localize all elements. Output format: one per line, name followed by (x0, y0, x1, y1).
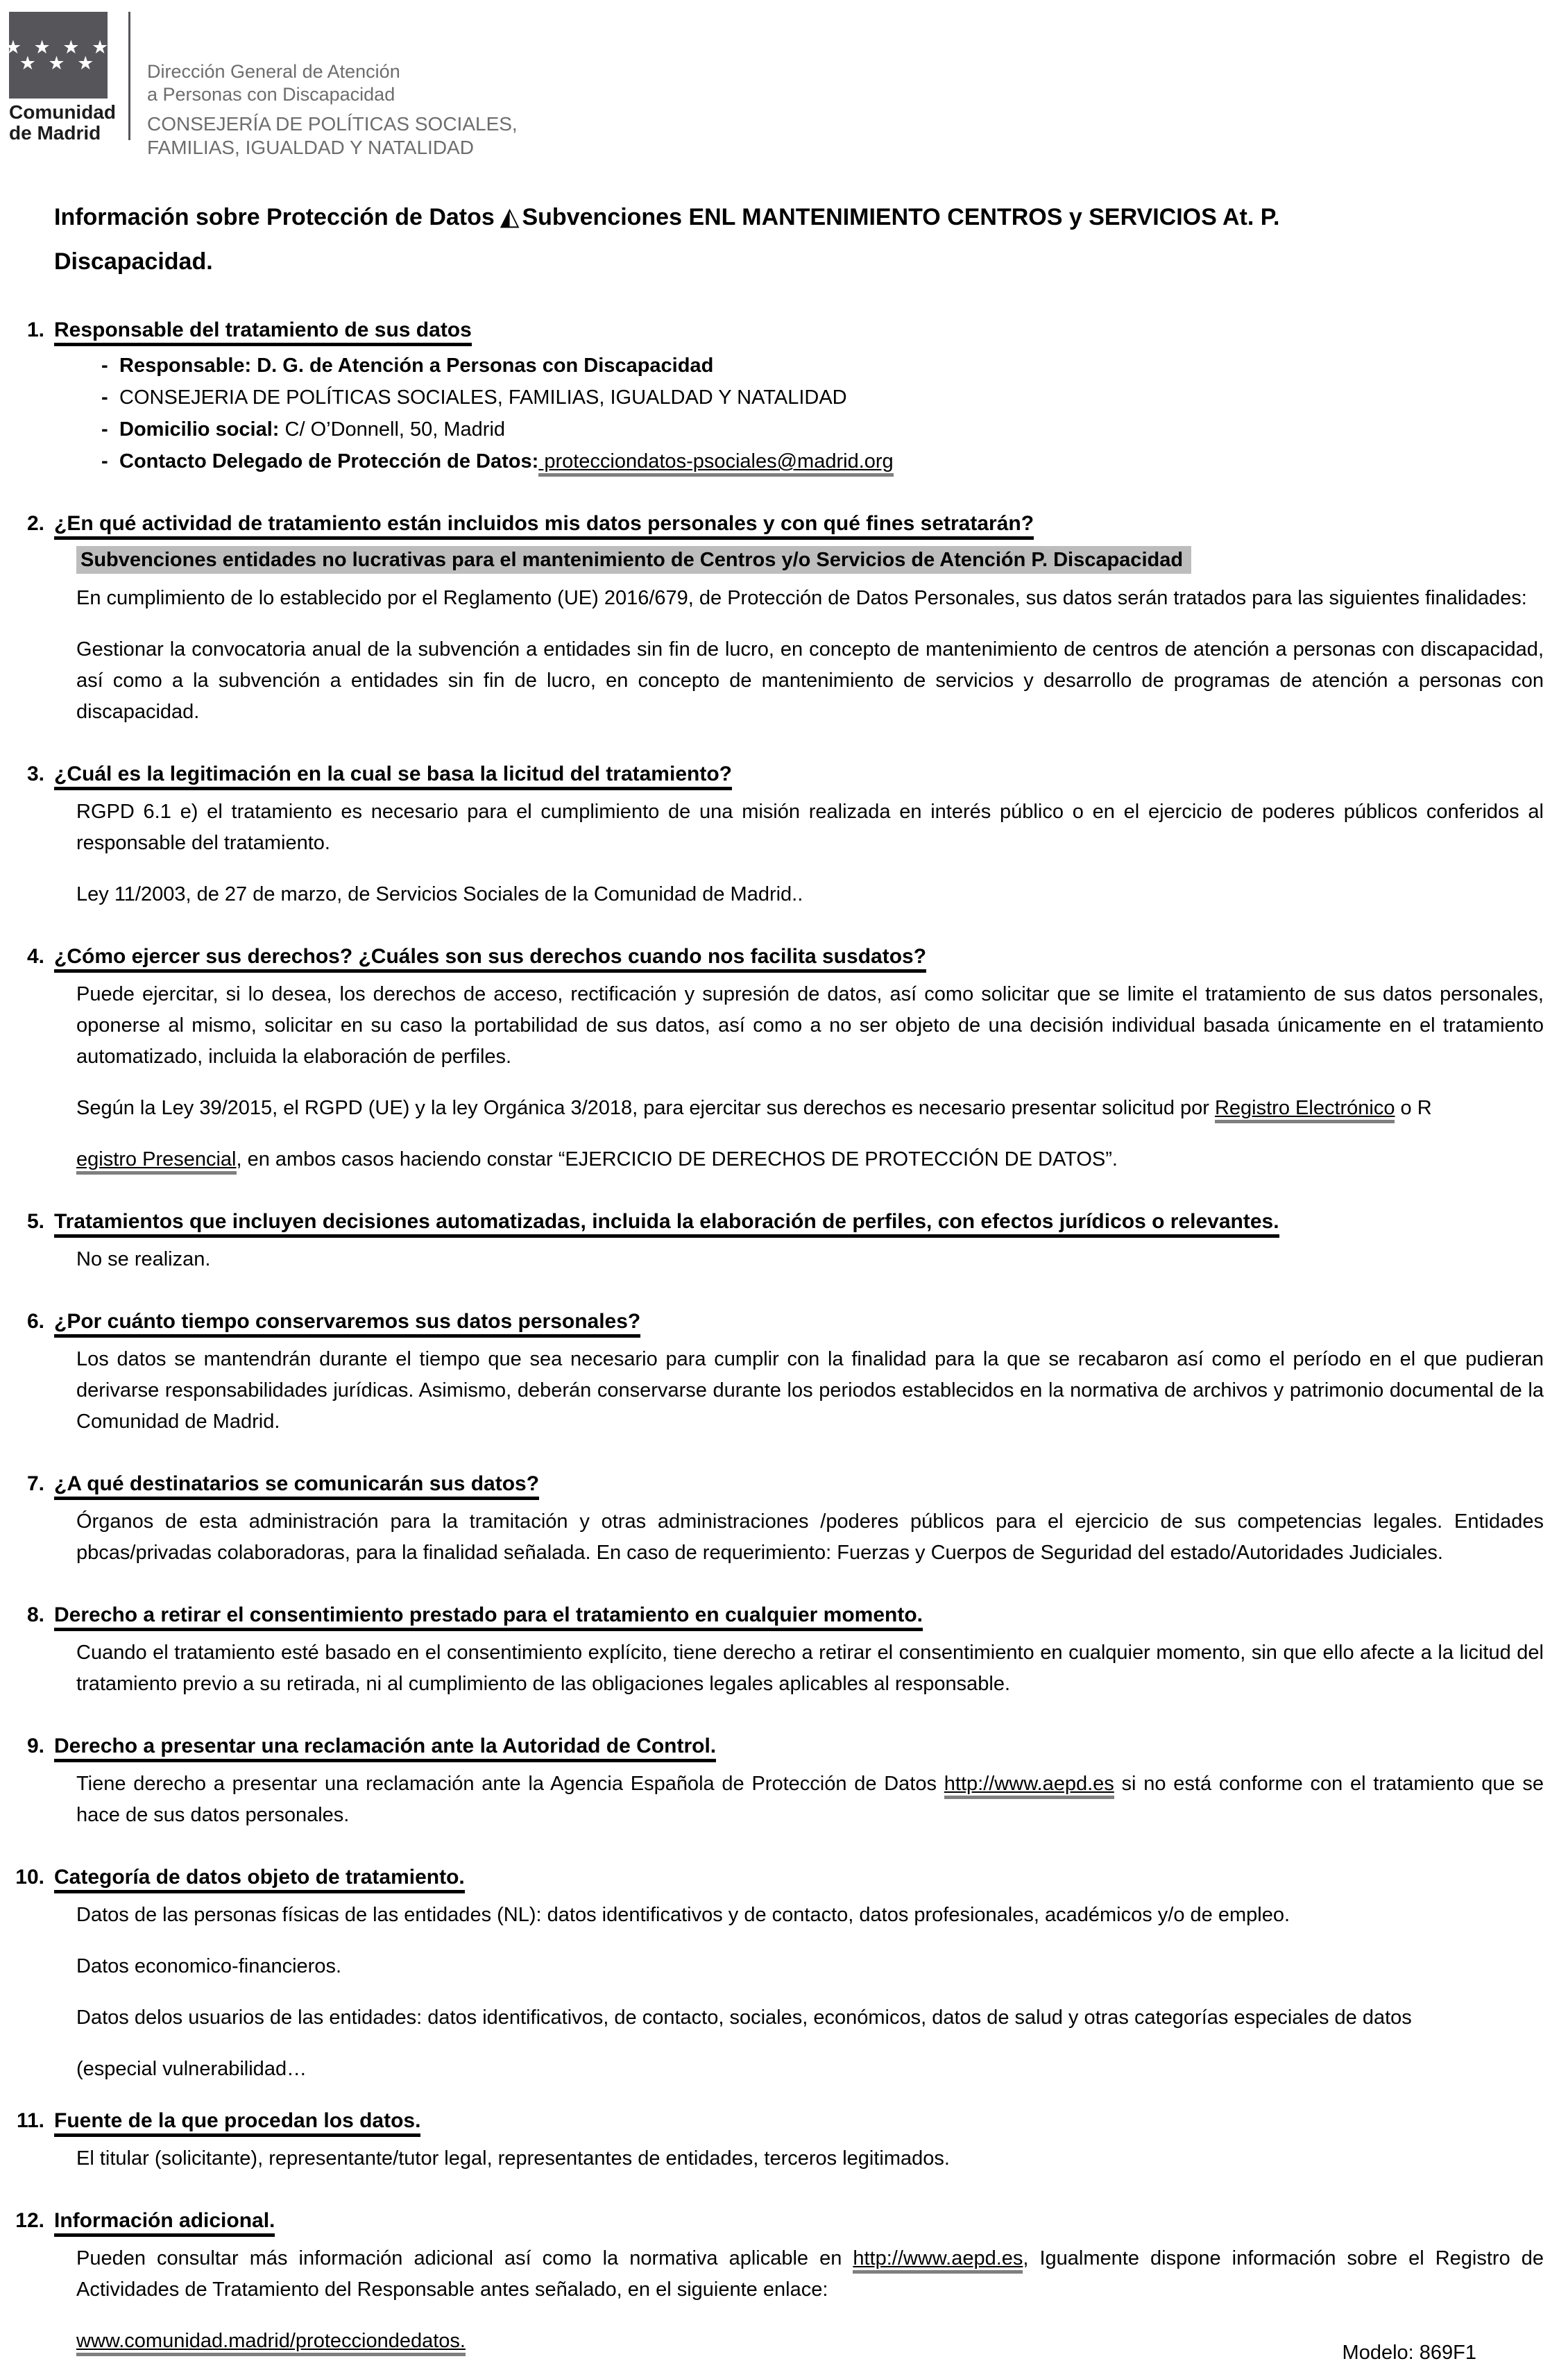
section-number: 11. (16, 2109, 44, 2132)
organization-block (147, 12, 518, 160)
section-heading: Derecho a presentar una reclamación ante la Autoridad de Control. (54, 1730, 1544, 1762)
list-item: - CONSEJERIA DE POLÍTICAS SOCIALES, FAMILIAS, IGUALDAD Y NATALIDAD (101, 382, 1544, 414)
directorate-line2: a Personas con Discapacidad (147, 84, 395, 105)
region-name-line2: de Madrid (9, 122, 101, 144)
region-name (9, 101, 116, 144)
list-item: - Domicilio social: C/ O’Donnell, 50, Madrid (101, 414, 1544, 445)
section-number: 1. (26, 318, 44, 341)
section-number: 5. (26, 1210, 44, 1233)
dash-bullet-icon: - (101, 450, 108, 472)
highlighted-line (76, 545, 1544, 576)
section-heading: ¿Cómo ejercer sus derechos? ¿Cuáles son sus derechos cuando nos facilita susdatos? (54, 941, 1544, 972)
paragraph: (especial vulnerabilidad… (76, 2058, 307, 2080)
madrid-flag-stars-row2-icon: ★ ★ ★ (19, 52, 98, 74)
highlight-text: Subvenciones entidades no lucrativas para el mantenimiento de Centros y/o Servicios de Atención P. Discapacidad (76, 546, 1191, 574)
section-heading: Información adicional. (54, 2205, 1544, 2236)
paragraph: Datos delos usuarios de las entidades: datos identificativos, de contacto, sociales, económicos, datos de salud y otras categorías especiales de datos (76, 2007, 1412, 2029)
department-line1: CONSEJERÍA DE POLÍTICAS SOCIALES, (147, 113, 518, 135)
section-number: 2. (26, 512, 44, 535)
section-responsable (0, 314, 1544, 477)
paragraph: Según la Ley 39/2015, el RGPD (UE) y la ley Orgánica 3/2018, para ejercitar sus derechos es necesario presentar solicitud por Registro Electrónico o R (76, 1093, 1544, 1124)
document-header (0, 0, 1568, 160)
list-item: - Responsable: D. G. de Atención a Personas con Discapacidad (101, 350, 1544, 382)
section-conservacion-datos (0, 1306, 1544, 1438)
section-heading: Tratamientos que incluyen decisiones automatizadas, incluida la elaboración de perfiles, con efectos jurídicos o relevantes. (54, 1206, 1544, 1237)
section-number: 9. (26, 1735, 44, 1757)
directorate-name (147, 60, 518, 106)
section-number: 8. (26, 1603, 44, 1626)
section-actividad-tratamiento (0, 508, 1544, 728)
section-number: 3. (26, 762, 44, 785)
registro-presencial-link[interactable]: egistro Presencial (76, 1148, 237, 1175)
section-heading: Responsable del tratamiento de sus datos (54, 314, 1544, 346)
madrid-flag-icon (4, 12, 112, 99)
title-line1-post: Subvenciones ENL MANTENIMIENTO CENTROS y SERVICIOS At. P. (522, 204, 1280, 230)
section-informacion-adicional (0, 2205, 1544, 2357)
section-heading: ¿En qué actividad de tratamiento están incluidos mis datos personales y con qué fines setratarán? (54, 508, 1544, 539)
section-destinatarios (0, 1468, 1544, 1569)
dash-bullet-icon: - (101, 355, 108, 377)
section-retirar-consentimiento (0, 1599, 1544, 1700)
section-number: 12. (15, 2209, 44, 2232)
section-number: 10. (15, 1866, 44, 1889)
model-number: Modelo: 869F1 (1342, 2342, 1476, 2364)
section-heading: Categoría de datos objeto de tratamiento. (54, 1861, 1544, 1893)
section-categoria-datos (0, 1861, 1544, 2085)
section-heading: ¿Por cuánto tiempo conservaremos sus datos personales? (54, 1306, 1544, 1337)
paragraph: Pueden consultar más información adicional así como la normativa aplicable en http://www.aepd.es, Igualmente dispone información sobre el Registro de Actividades de Tratamiento del Responsable antes señalado, en el siguiente enlace: (76, 2247, 1544, 2301)
paragraph: egistro Presencial, en ambos casos haciendo constar “EJERCICIO DE DERECHOS DE PROTECCIÓN DE DATOS”. (76, 1144, 1544, 1175)
paragraph: Datos de las personas físicas de las entidades (NL): datos identificativos y de contacto, datos profesionales, académicos y/o de empleo. (76, 1904, 1290, 1926)
department-line2: FAMILIAS, IGUALDAD Y NATALIDAD (147, 137, 474, 158)
paragraph: En cumplimiento de lo establecido por el Reglamento (UE) 2016/679, de Protección de Datos Personales, sus datos serán tratados para las siguientes finalidades: (76, 587, 1527, 609)
paragraph: Gestionar la convocatoria anual de la subvención a entidades sin fin de lucro, en concepto de mantenimiento de centros de atención a personas con discapacidad, así como a la subvención a entidades sin fin de lucro, en concepto de mantenimiento de servicios y desarrollo de programas de atención a personas con discapacidad. (76, 638, 1544, 723)
section-heading: Derecho a retirar el consentimiento prestado para el tratamiento en cualquier momento. (54, 1599, 1544, 1630)
comunidad-madrid-proteccion-datos-link[interactable]: www.comunidad.madrid/protecciondedatos. (76, 2330, 466, 2356)
directorate-line1: Dirección General de Atención (147, 61, 400, 82)
section-fuente-datos (0, 2105, 1544, 2174)
dash-bullet-icon: - (101, 418, 108, 441)
section-reclamacion (0, 1730, 1544, 1831)
section-legitimacion (0, 758, 1544, 910)
registro-electronico-link[interactable]: Registro Electrónico (1215, 1097, 1395, 1123)
paragraph: Ley 11/2003, de 27 de marzo, de Servicios Sociales de la Comunidad de Madrid.. (76, 883, 803, 905)
dash-bullet-icon: - (101, 386, 108, 409)
section-number: 7. (26, 1472, 44, 1495)
paragraph: Cuando el tratamiento esté basado en el consentimiento explícito, tiene derecho a retirar el consentimiento en cualquier momento, sin que ello afecte a la licitud del tratamiento previo a su retirada, ni al cumplimiento de las obligaciones legales aplicables al responsable. (76, 1642, 1544, 1695)
paragraph: Tiene derecho a presentar una reclamación ante la Agencia Española de Protección de Datos http://www.aepd.es si no está conforme con el tratamiento que se hace de sus datos personales. (76, 1773, 1544, 1826)
aepd-link[interactable]: http://www.aepd.es (944, 1773, 1114, 1799)
section-heading: ¿A qué destinatarios se comunicarán sus datos? (54, 1468, 1544, 1499)
list-item: - Contacto Delegado de Protección de Datos: protecciondatos-psociales@madrid.org (101, 445, 1544, 477)
section-number: 4. (26, 945, 44, 968)
paragraph (76, 2326, 1544, 2357)
section-ejercer-derechos (0, 941, 1544, 1175)
paragraph: Datos economico-financieros. (76, 1955, 342, 1977)
aepd-link[interactable]: http://www.aepd.es (853, 2247, 1023, 2274)
paragraph: Órganos de esta administración para la tramitación y otras administraciones /poderes públicos para el ejercicio de sus competencias legales. Entidades pbcas/privadas colaboradoras, para la finalidad señalada. En caso de requerimiento: Fuerzas y Cuerpos de Seguridad del estado/Autoridades Judiciales. (76, 1510, 1544, 1564)
madrid-flag-stars-row1-icon: ★ ★ ★ ★ (4, 36, 112, 58)
responsable-list (76, 350, 1544, 477)
section-decisiones-automatizadas (0, 1206, 1544, 1275)
header-divider (128, 12, 130, 140)
section-number: 6. (26, 1310, 44, 1333)
title-line2: Discapacidad. (54, 248, 213, 275)
title-line1-pre: Información sobre Protección de Datos (54, 204, 495, 230)
section-heading: Fuente de la que procedan los datos. (54, 2105, 1544, 2136)
department-name (147, 112, 518, 160)
cursor-arrow-icon: ◭ (500, 202, 520, 230)
region-name-line1: Comunidad (9, 101, 116, 123)
page-title (54, 194, 1547, 284)
paragraph: Los datos se mantendrán durante el tiempo que sea necesario para cumplir con la finalidad para la que se recabaron así como el período en el que pudieran derivarse responsabilidades jurídicas. Asimismo, deberán conservarse durante los periodos establecidos en la normativa de archivos y patrimonio documental de la Comunidad de Madrid. (76, 1348, 1544, 1433)
comunidad-madrid-logo (4, 12, 116, 144)
paragraph: Puede ejercitar, si lo desea, los derechos de acceso, rectificación y supresión de datos, así como solicitar que se limite el tratamiento de sus datos personales, oponerse al mismo, solicitar en su caso la portabilidad de sus datos, así como a no ser objeto de una decisión individual basada únicamente en el tratamiento automatizado, incluida la elaboración de perfiles. (76, 983, 1544, 1068)
paragraph: RGPD 6.1 e) el tratamiento es necesario para el cumplimiento de una misión realizada en interés público o en el ejercicio de poderes públicos conferidos al responsable del tratamiento. (76, 801, 1544, 854)
paragraph: No se realizan. (76, 1248, 211, 1270)
dpo-email-link[interactable]: protecciondatos-psociales@madrid.org (538, 450, 893, 477)
document-body (0, 314, 1568, 2357)
paragraph: El titular (solicitante), representante/tutor legal, representantes de entidades, terceros legitimados. (76, 2147, 950, 2170)
section-heading: ¿Cuál es la legitimación en la cual se basa la licitud del tratamiento? (54, 758, 1544, 790)
